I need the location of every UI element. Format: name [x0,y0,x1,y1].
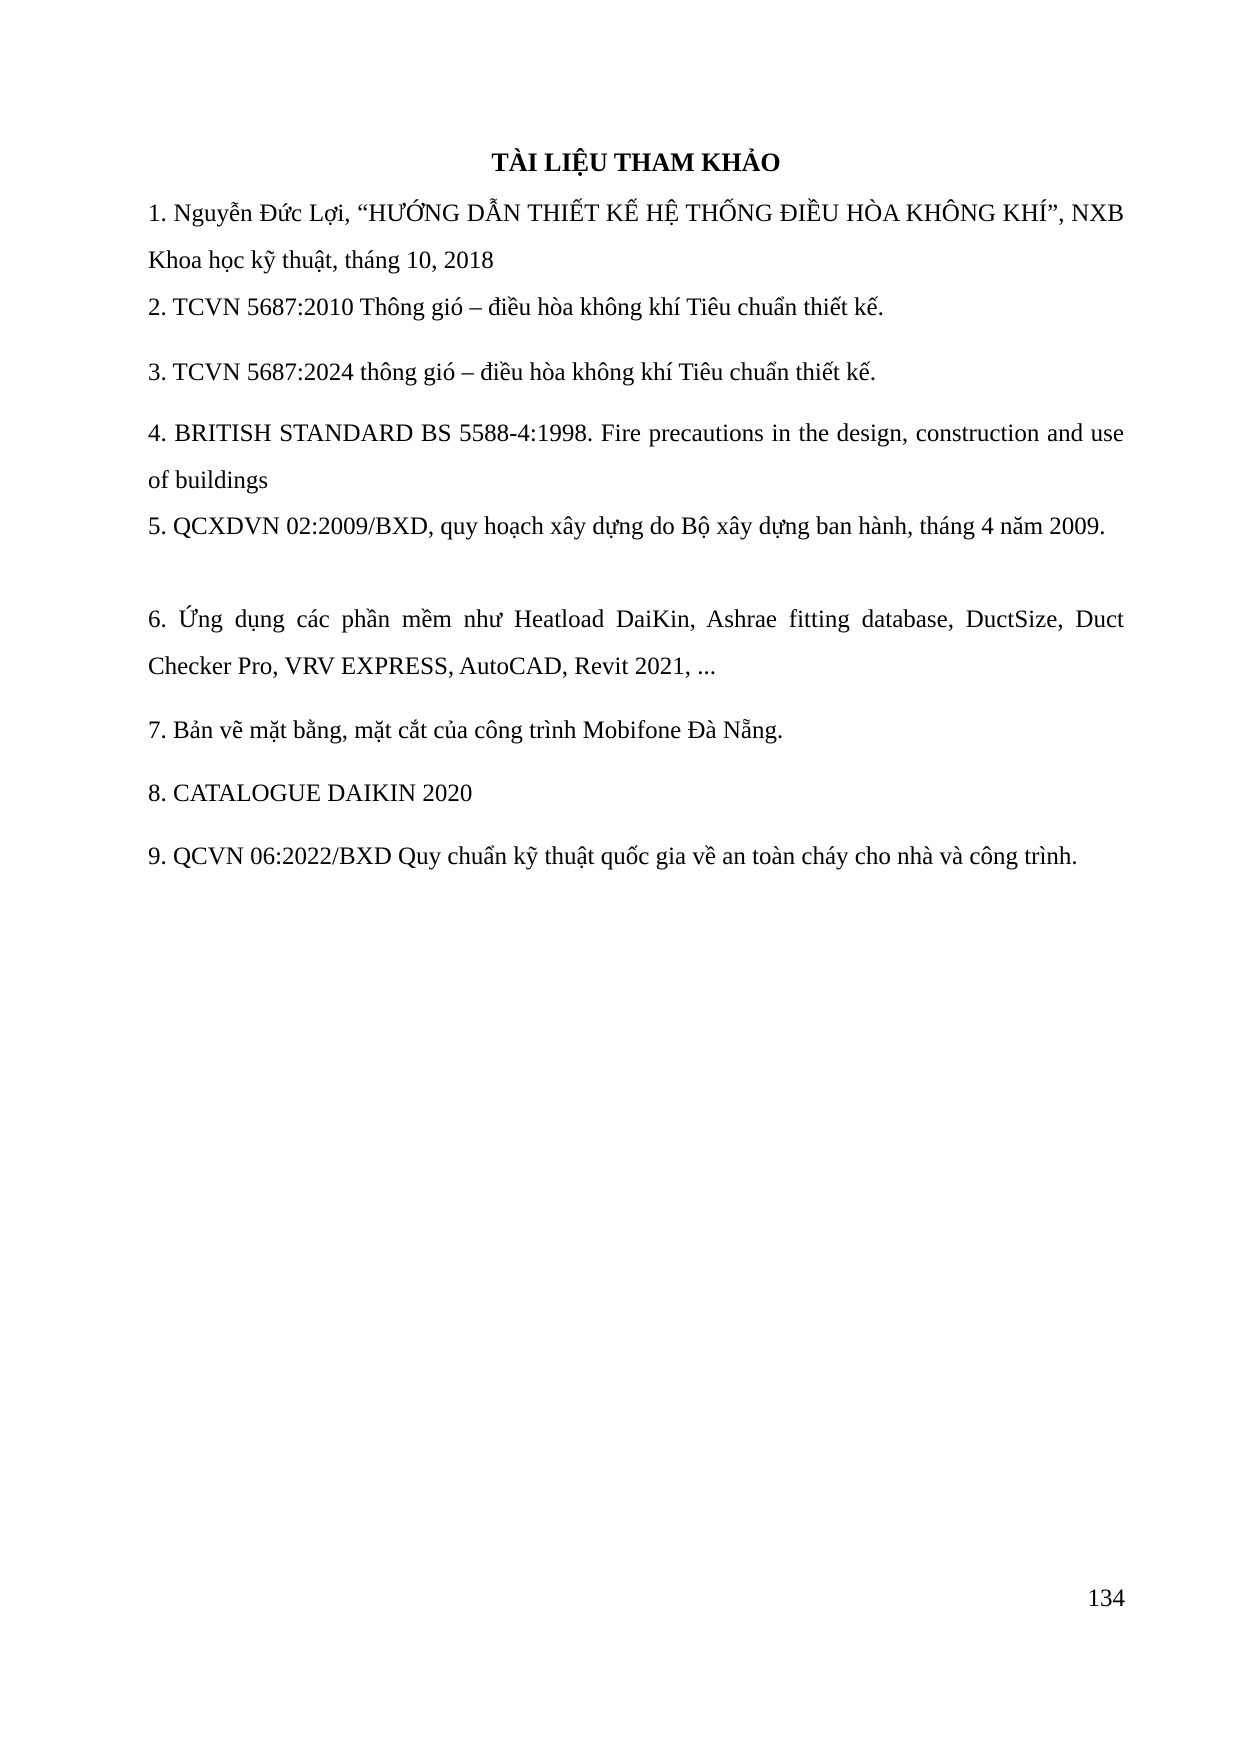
reference-item-1: 1. Nguyễn Đức Lợi, “HƯỚNG DẪN THIẾT KẾ HỆ THỐNG ĐIỀU HÒA KHÔNG KHÍ”, NXB Khoa học kỹ thuật, tháng 10, 2018 [148,200,1124,274]
reference-item-3: 3. TCVN 5687:2024 thông gió – điều hòa không khí Tiêu chuẩn thiết kế. [148,359,876,386]
reference-item-8: 8. CATALOGUE DAIKIN 2020 [148,780,473,807]
reference-item-4: 4. BRITISH STANDARD BS 5588-4:1998. Fire precautions in the design, construction and use of buildings [148,420,1124,494]
page-number: 134 [1087,1585,1125,1612]
reference-item-7: 7. Bản vẽ mặt bằng, mặt cắt của công trình Mobifone Đà Nẵng. [148,717,784,744]
reference-item-2: 2. TCVN 5687:2010 Thông gió – điều hòa không khí Tiêu chuẩn thiết kế. [148,294,884,321]
reference-item-5: 5. QCXDVN 02:2009/BXD, quy hoạch xây dựng do Bộ xây dựng ban hành, tháng 4 năm 2009. [148,513,1106,540]
page-title: TÀI LIỆU THAM KHẢO [491,148,781,177]
reference-item-9: 9. QCVN 06:2022/BXD Quy chuẩn kỹ thuật quốc gia về an toàn cháy cho nhà và công trình. [148,843,1078,870]
reference-item-6: 6. Ứng dụng các phần mềm như Heatload DaiKin, Ashrae fitting database, DuctSize, Duct Checker Pro, VRV EXPRESS, AutoCAD, Revit 2021, ... [148,606,1124,680]
